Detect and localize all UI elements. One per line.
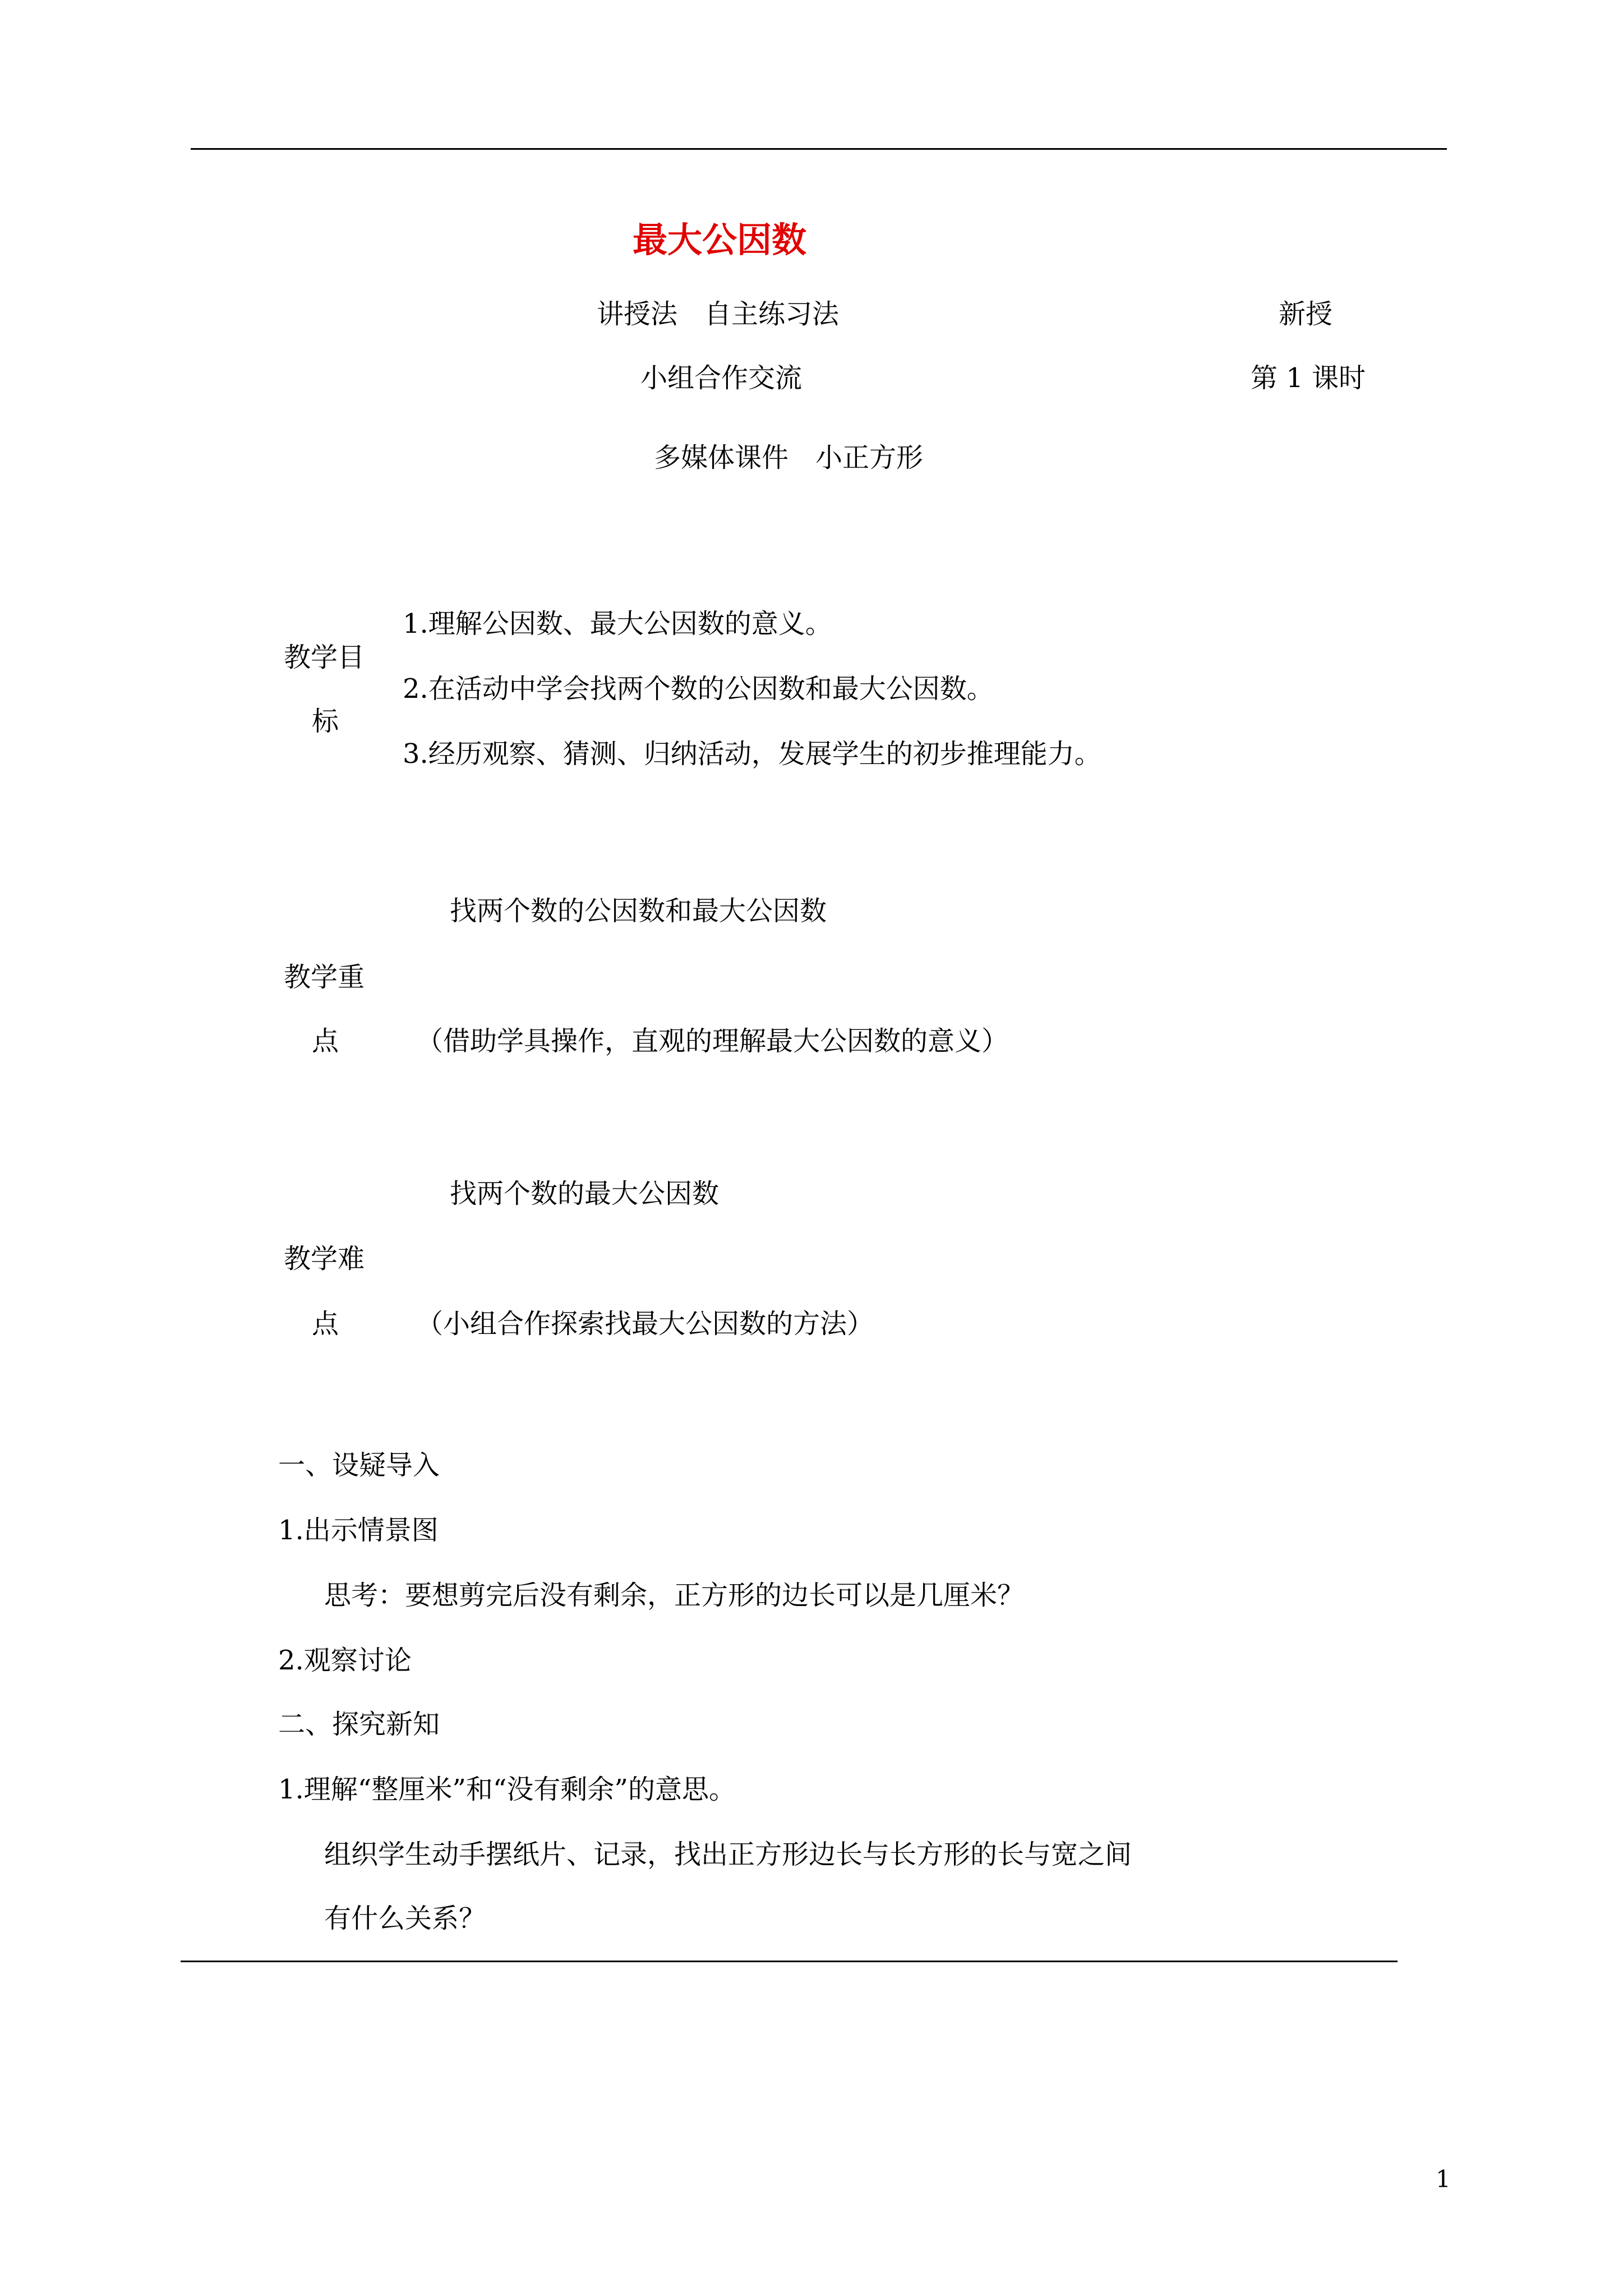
- lesson-title: 最大公因数: [633, 219, 807, 260]
- lesson-type: 新授: [1279, 298, 1333, 330]
- key-points-label-line1: 教学重: [284, 961, 365, 993]
- section-heading: 二、探究新知: [278, 1709, 440, 1740]
- page-number: 1: [1436, 2165, 1451, 2193]
- objectives-label-line1: 教学目: [284, 642, 365, 673]
- objective-item: 1.理解公因数、最大公因数的意义。: [403, 608, 832, 639]
- process-text: 组织学生动手摆纸片、记录，找出正方形边长与长方形的长与宽之间: [324, 1839, 1132, 1870]
- difficulties-main: 找两个数的最大公因数: [450, 1178, 720, 1209]
- teaching-tools: 多媒体课件 小正方形: [654, 442, 924, 473]
- teaching-methods-2: 小组合作交流: [640, 362, 803, 394]
- key-points-main: 找两个数的公因数和最大公因数: [450, 895, 827, 927]
- bottom-rule: [181, 1961, 1398, 1962]
- process-step: 2.观察讨论: [278, 1645, 412, 1676]
- difficulties-note: （小组合作探索找最大公因数的方法）: [416, 1308, 874, 1340]
- key-points-note: （借助学具操作，直观的理解最大公因数的意义）: [416, 1025, 1009, 1057]
- objective-item: 2.在活动中学会找两个数的公因数和最大公因数。: [403, 673, 994, 705]
- teaching-methods: 讲授法 自主练习法: [597, 298, 840, 330]
- objective-item: 3.经历观察、猜测、归纳活动，发展学生的初步推理能力。: [403, 738, 1101, 770]
- top-rule: [191, 148, 1447, 150]
- section-heading: 一、设疑导入: [278, 1450, 440, 1481]
- process-text: 思考：要想剪完后没有剩余，正方形的边长可以是几厘米？: [324, 1580, 1025, 1611]
- process-text: 有什么关系？: [324, 1903, 486, 1934]
- process-step: 1.出示情景图: [278, 1515, 439, 1546]
- process-step: 1.理解“整厘米”和“没有剩余”的意思。: [278, 1774, 736, 1805]
- difficulties-label-line1: 教学难: [284, 1243, 365, 1274]
- difficulties-label-line2: 点: [312, 1308, 339, 1340]
- key-points-label-line2: 点: [312, 1025, 339, 1057]
- objectives-label-line2: 标: [312, 706, 339, 737]
- lesson-period: 第 1 课时: [1251, 362, 1366, 394]
